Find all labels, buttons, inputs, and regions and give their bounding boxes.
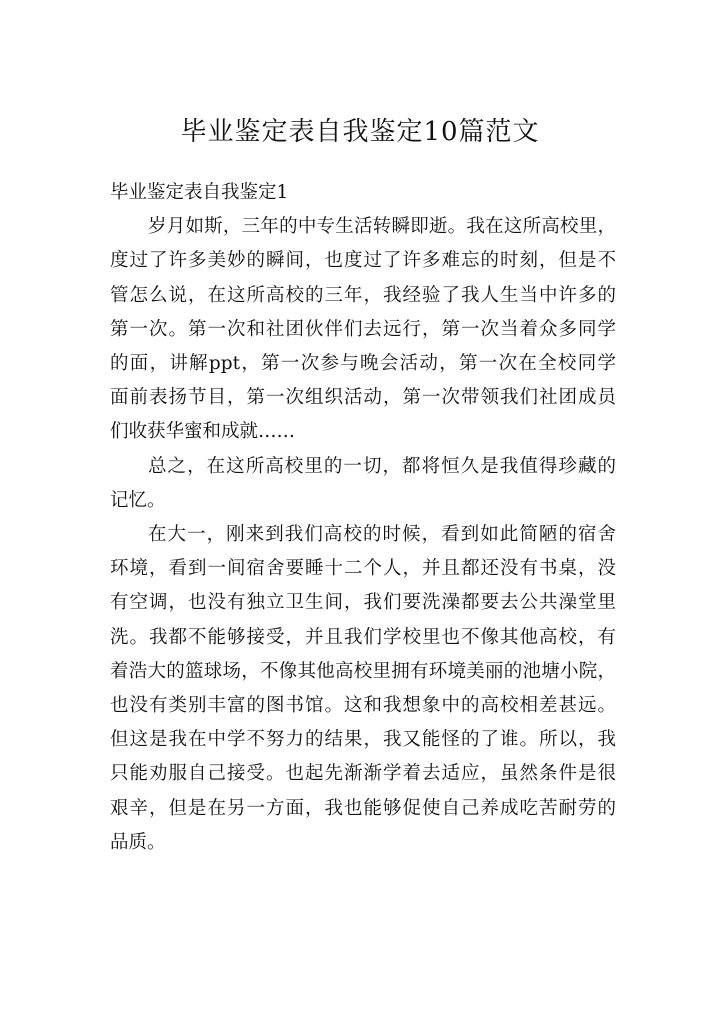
text-line: 岁月如斯，三年的中专生活转瞬即逝。我在这所高校里， xyxy=(148,216,616,238)
text-line: 总之，在这所高校里的一切，都将恒久是我值得珍藏的 xyxy=(148,455,616,477)
paragraph-3 xyxy=(110,518,616,860)
text-line: 也没有类别丰富的图书馆。这和我想象中的高校相差甚远。 xyxy=(110,695,616,717)
text-line: 艰辛，但是在另一方面，我也能够促使自己养成吃苦耐劳的 xyxy=(110,797,616,819)
text-line: 度过了许多美妙的瞬间，也度过了许多难忘的时刻，但是不 xyxy=(110,250,616,272)
text-line: 在大一，刚来到我们高校的时候，看到如此简陋的宿舍 xyxy=(148,524,616,546)
paragraph-2 xyxy=(110,450,616,518)
document-title: 毕业鉴定表自我鉴定10篇范文 xyxy=(180,117,540,147)
text-line: 有空调，也没有独立卫生间，我们要洗澡都要去公共澡堂里 xyxy=(110,592,616,614)
text-line: 的面，讲解ppt，第一次参与晚会活动，第一次在全校同学 xyxy=(110,353,616,375)
paragraph-1 xyxy=(110,210,616,449)
section-heading: 毕业鉴定表自我鉴定1 xyxy=(110,182,289,203)
text-line: 环境，看到一间宿舍要睡十二个人，并且都还没有书桌，没 xyxy=(110,558,616,580)
text-line: 们收获华蜜和成就…… xyxy=(110,421,296,443)
text-line: 但这是我在中学不努力的结果，我又能怪的了谁。所以，我 xyxy=(110,729,616,751)
text-line: 面前表扬节目，第一次组织活动，第一次带领我们社团成员 xyxy=(110,387,616,409)
text-line: 记忆。 xyxy=(110,489,166,511)
document-body xyxy=(110,176,616,860)
text-line: 只能劝服自己接受。也起先渐渐学着去适应，虽然条件是很 xyxy=(110,763,616,785)
text-line: 着浩大的篮球场，不像其他高校里拥有环境美丽的池塘小院， xyxy=(110,660,616,682)
text-line: 第一次。第一次和社团伙伴们去远行，第一次当着众多同学 xyxy=(110,318,616,340)
text-line: 品质。 xyxy=(110,831,166,853)
text-line: 管怎么说，在这所高校的三年，我经验了我人生当中许多的 xyxy=(110,284,616,306)
text-line: 洗。我都不能够接受，并且我们学校里也不像其他高校，有 xyxy=(110,626,616,648)
